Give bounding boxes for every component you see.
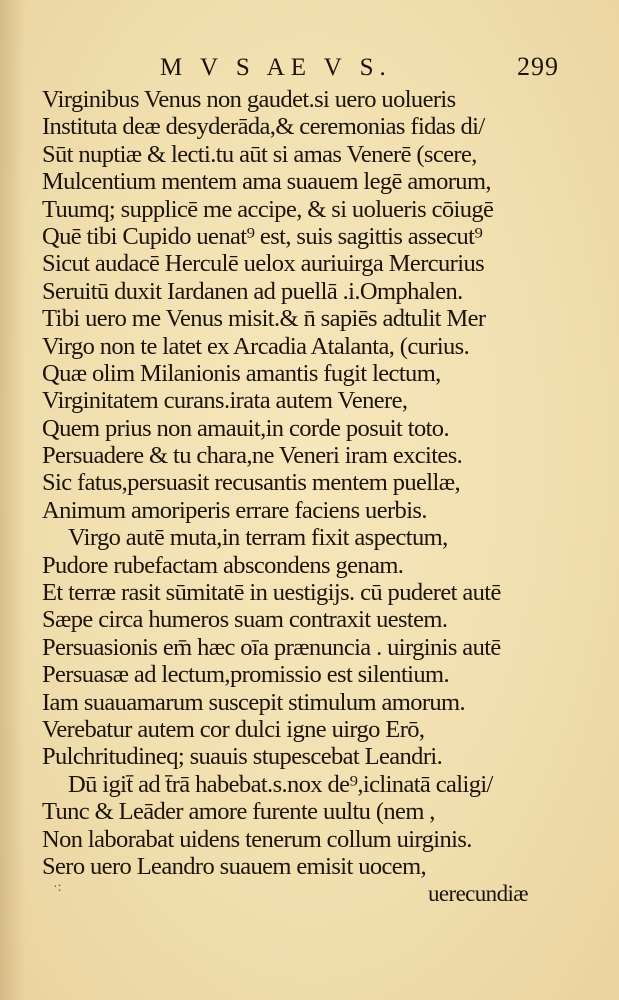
running-head [0,52,619,86]
text-line: Persuadere & tu chara,ne Veneri iram excites. [42,442,463,470]
text-line: Mulcentium mentem ama suauem legē amorum, [42,168,491,196]
text-line: Virgo non te latet ex Arcadia Atalanta, (curius. [42,332,470,360]
page-number: 299 [517,52,559,81]
text-line: Virginitatem curans.irata autem Venere, [42,387,408,415]
running-title: M V S AE V S. [160,54,392,81]
text-line: Virgo autē muta,in terram fixit aspectum, [68,524,448,552]
text-line: Quæ olim Milanionis amantis fugit lectum, [42,359,441,387]
text-line: Persuasæ ad lectum,promissio est silentium. [42,661,449,689]
text-line: Dū igit̄ ad t̄rā habebat.s.nox de⁹,iclinatā caligi/ [68,770,493,798]
text-line: Verebatur autem cor dulci igne uirgo Erō, [42,715,425,743]
text-line: Sicut audacē Herculē uelox auriuirga Mercurius [42,250,485,278]
text-line: Seruitū duxit Iardanen ad puellā .i.Omphalen. [42,277,463,305]
gutter-shadow [0,0,26,1000]
text-line: Non laborabat uidens tenerum collum uirginis. [42,825,472,853]
text-line: Quē tibi Cupido uenat⁹ est, suis sagittis assecut⁹ [42,222,483,250]
text-line: Tunc & Leāder amore furente uultu (nem , [42,798,435,826]
text-line: Sic fatus,persuasit recusantis mentem puellæ, [42,469,460,497]
text-line: Tuumq; supplicē me accipe, & si uolueris cōiugē [42,195,494,223]
text-line: Sæpe circa humeros suam contraxit uestem. [42,606,448,634]
text-line: Virginibus Venus non gaudet.si uero uolueris [42,86,456,113]
text-line: Pulchritudineq; suauis stupescebat Leandri. [42,743,443,771]
text-block [42,86,582,908]
text-line: Iam suauamarum suscepit stimulum amorum. [42,688,466,716]
text-line: Instituta deæ desyderāda,& ceremonias fidas di/ [42,113,485,141]
text-line: Sūt nuptiæ & lecti.tu aūt si amas Venerē (scere, [42,140,477,168]
text-line: Sero uero Leandro suauem emisit uocem, [42,852,427,880]
text-line: Persuasionis em̄ hæc oīa prænuncia . uirginis autē [42,633,501,661]
text-line: Et terræ rasit sūmitatē in uestigijs. cū puderet autē [42,579,501,607]
text-line: Tibi uero me Venus misit.& n̄ sapiēs adtulit Mer [42,305,486,333]
catchword: uerecundiæ [428,881,529,907]
text-line: Animum amoriperis errare faciens uerbis. [42,496,427,524]
text-line: Pudore rubefactam abscondens genam. [42,551,404,579]
text-line: Quem prius non amauit,in corde posuit toto. [42,414,449,442]
ink-mark: ·: [53,880,62,895]
